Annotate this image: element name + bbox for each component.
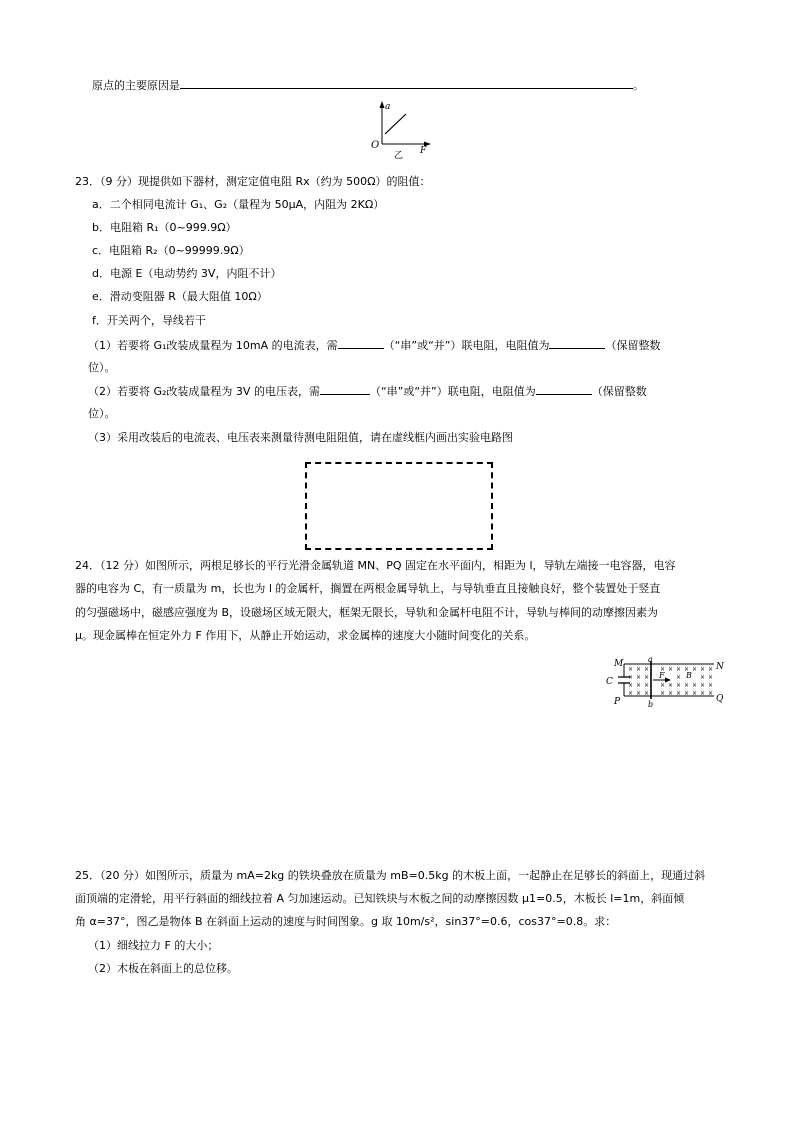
q24-label-c: C (606, 677, 613, 687)
q23-sub2-text-a: （2）若要将 G₂改装成量程为 3V 的电压表，需 (88, 385, 320, 398)
q24-label-f: F (659, 671, 665, 680)
field-cross-0-9: × (700, 666, 706, 673)
field-cross-0-0: × (628, 666, 634, 673)
q24-figure (604, 654, 730, 708)
q23-score: （9 分） (100, 175, 138, 188)
field-cross-2-4: × (660, 682, 666, 689)
q23-sub1-text-b: （“串”或“并”）联电阻，电阻值为 (383, 339, 550, 352)
field-cross-2-10: × (708, 682, 714, 689)
field-cross-2-2: × (644, 682, 650, 689)
field-cross-3-0: × (628, 690, 634, 697)
field-cross-1-0: × (628, 674, 634, 681)
q22-end-mark: 。 (633, 79, 644, 92)
q24-line-2: 器的电容为 C，有一质量为 m，长也为 l 的金属杆，搁置在两根金属导轨上，与导轨垂直且接触良好，整个装置处于竖直 (75, 582, 661, 595)
q24-label-n: N (716, 662, 724, 672)
q23-stem (75, 174, 431, 189)
q23-item-c: c．电阻箱 R₂（0~99999.9Ω） (92, 244, 250, 257)
q23-item-a: a．二个相同电流计 G₁、G₂（量程为 50μA，内阻为 2KΩ） (92, 198, 385, 211)
q23-sub2-text-c: （保留整数 (591, 385, 647, 398)
q23-answer-box[interactable] (305, 462, 493, 550)
q23-sub1-text-c: （保留整数 (605, 339, 661, 352)
field-cross-0-5: × (668, 666, 674, 673)
q23-sub2-blank-resistance[interactable] (536, 383, 592, 395)
field-cross-2-9: × (700, 682, 706, 689)
field-cross-3-9: × (700, 690, 706, 697)
q23-item-e: e．滑动变阻器 R（最大阻值 10Ω） (92, 290, 268, 303)
field-cross-2-7: × (684, 682, 690, 689)
field-cross-2-0: × (628, 682, 634, 689)
q23-number: 23． (75, 175, 100, 188)
field-cross-1-2: × (644, 674, 650, 681)
q24-label-q: Q (716, 694, 724, 704)
q24-label-b-field: B (686, 671, 692, 680)
field-cross-3-7: × (684, 690, 690, 697)
q24-field-crosses (628, 666, 713, 697)
q24-line-1: 24．（12 分）如图所示，两根足够长的平行光滑金属轨道 MN、PQ 固定在水平面内，相距为 l，导轨左端接一电容器，电容 (75, 559, 676, 572)
q22-answer-blank[interactable] (180, 77, 633, 89)
q23-sub2-blank-connection[interactable] (320, 383, 370, 395)
field-cross-3-8: × (692, 690, 698, 697)
q23-sub1 (88, 337, 660, 353)
q22-origin-label: O (371, 140, 380, 151)
field-cross-3-4: × (660, 690, 666, 697)
q24-label-m: M (614, 659, 624, 669)
q22-x-label: F (420, 146, 427, 156)
field-cross-3-10: × (708, 690, 714, 697)
field-cross-0-6: × (676, 666, 682, 673)
field-cross-3-5: × (668, 690, 674, 697)
q23-item-b: b．电阻箱 R₁（0~999.9Ω） (92, 221, 237, 234)
q22-y-arrow (380, 101, 385, 108)
q23-sub1-text-a: （1）若要将 G₁改装成量程为 10mA 的电流表，需 (88, 339, 338, 352)
q25-line-1: 25．（20 分）如图所示，质量为 mA=2kg 的铁块叠放在质量为 mB=0.5kg 的木板上面，一起静止在足够长的斜面上，现通过斜 (75, 869, 706, 882)
q25-sub2: （2）木板在斜面上的总位移。 (88, 962, 238, 975)
q24-line-3: 的匀强磁场中，磁感应强度为 B，设磁场区域无限大，框架无限长，导轨和金属杆电阻不计，导轨与棒间的动摩擦因素为 (75, 606, 659, 619)
field-cross-1-9: × (700, 674, 706, 681)
field-cross-0-8: × (692, 666, 698, 673)
q23-sub2 (88, 383, 647, 399)
q22-y-label: a (385, 102, 391, 112)
q23-sub3: （3）采用改装后的电流表、电压表来测量待测电阻阻值，请在虚线框内画出实验电路图 (88, 431, 513, 444)
q22-caption: 乙 (394, 151, 404, 160)
q25-line-2: 面顶端的定滑轮，用平行斜面的细线拉着 A 匀加速运动。已知铁块与木板之间的动摩擦因数 μ1=0.5，木板长 l=1m，斜面倾 (75, 892, 685, 905)
field-cross-2-6: × (676, 682, 682, 689)
field-cross-2-1: × (636, 682, 642, 689)
q23-sub1-cont: 位）。 (88, 361, 116, 374)
q22-graph-line (385, 114, 406, 134)
q25-line-3: 角 α=37°，图乙是物体 B 在斜面上运动的速度与时间图象。g 取 10m/s²，sin37°=0.6，cos37°=0.8。求： (75, 915, 617, 928)
q22-graph (360, 98, 440, 160)
q24-label-b: b (648, 700, 654, 708)
field-cross-2-5: × (668, 682, 674, 689)
field-cross-1-1: × (636, 674, 642, 681)
q23-item-d: d．电源 E（电动势约 3V，内阻不计） (92, 267, 282, 280)
q23-item-f: f．开关两个，导线若干 (92, 314, 206, 327)
field-cross-2-8: × (692, 682, 698, 689)
field-cross-0-10: × (708, 666, 714, 673)
field-cross-0-1: × (636, 666, 642, 673)
field-cross-1-6: × (676, 674, 682, 681)
q23-sub1-blank-resistance[interactable] (549, 337, 605, 349)
field-cross-0-7: × (684, 666, 690, 673)
q24-line-4: μ。现金属棒在恒定外力 F 作用下，从静止开始运动，求金属棒的速度大小随时间变化的关系。 (75, 629, 536, 642)
q23-intro: 现提供如下器材，测定定值电阻 Rx（约为 500Ω）的阻值： (138, 175, 431, 188)
field-cross-3-1: × (636, 690, 642, 697)
field-cross-1-10: × (708, 674, 714, 681)
field-cross-3-2: × (644, 690, 650, 697)
q22-tail-line (92, 77, 644, 93)
field-cross-3-6: × (676, 690, 682, 697)
q23-sub2-text-b: （“串”或“并”）联电阻，电阻值为 (369, 385, 536, 398)
q24-label-p: P (614, 697, 621, 707)
field-cross-0-4: × (660, 666, 666, 673)
q22-tail-text: 原点的主要原因是 (92, 79, 180, 92)
field-cross-0-2: × (644, 666, 650, 673)
q23-sub2-cont: 位）。 (88, 407, 116, 420)
q24-label-a: a (648, 655, 653, 664)
q23-sub1-blank-connection[interactable] (338, 337, 384, 349)
q25-sub1: （1）细线拉力 F 的大小； (88, 939, 219, 952)
